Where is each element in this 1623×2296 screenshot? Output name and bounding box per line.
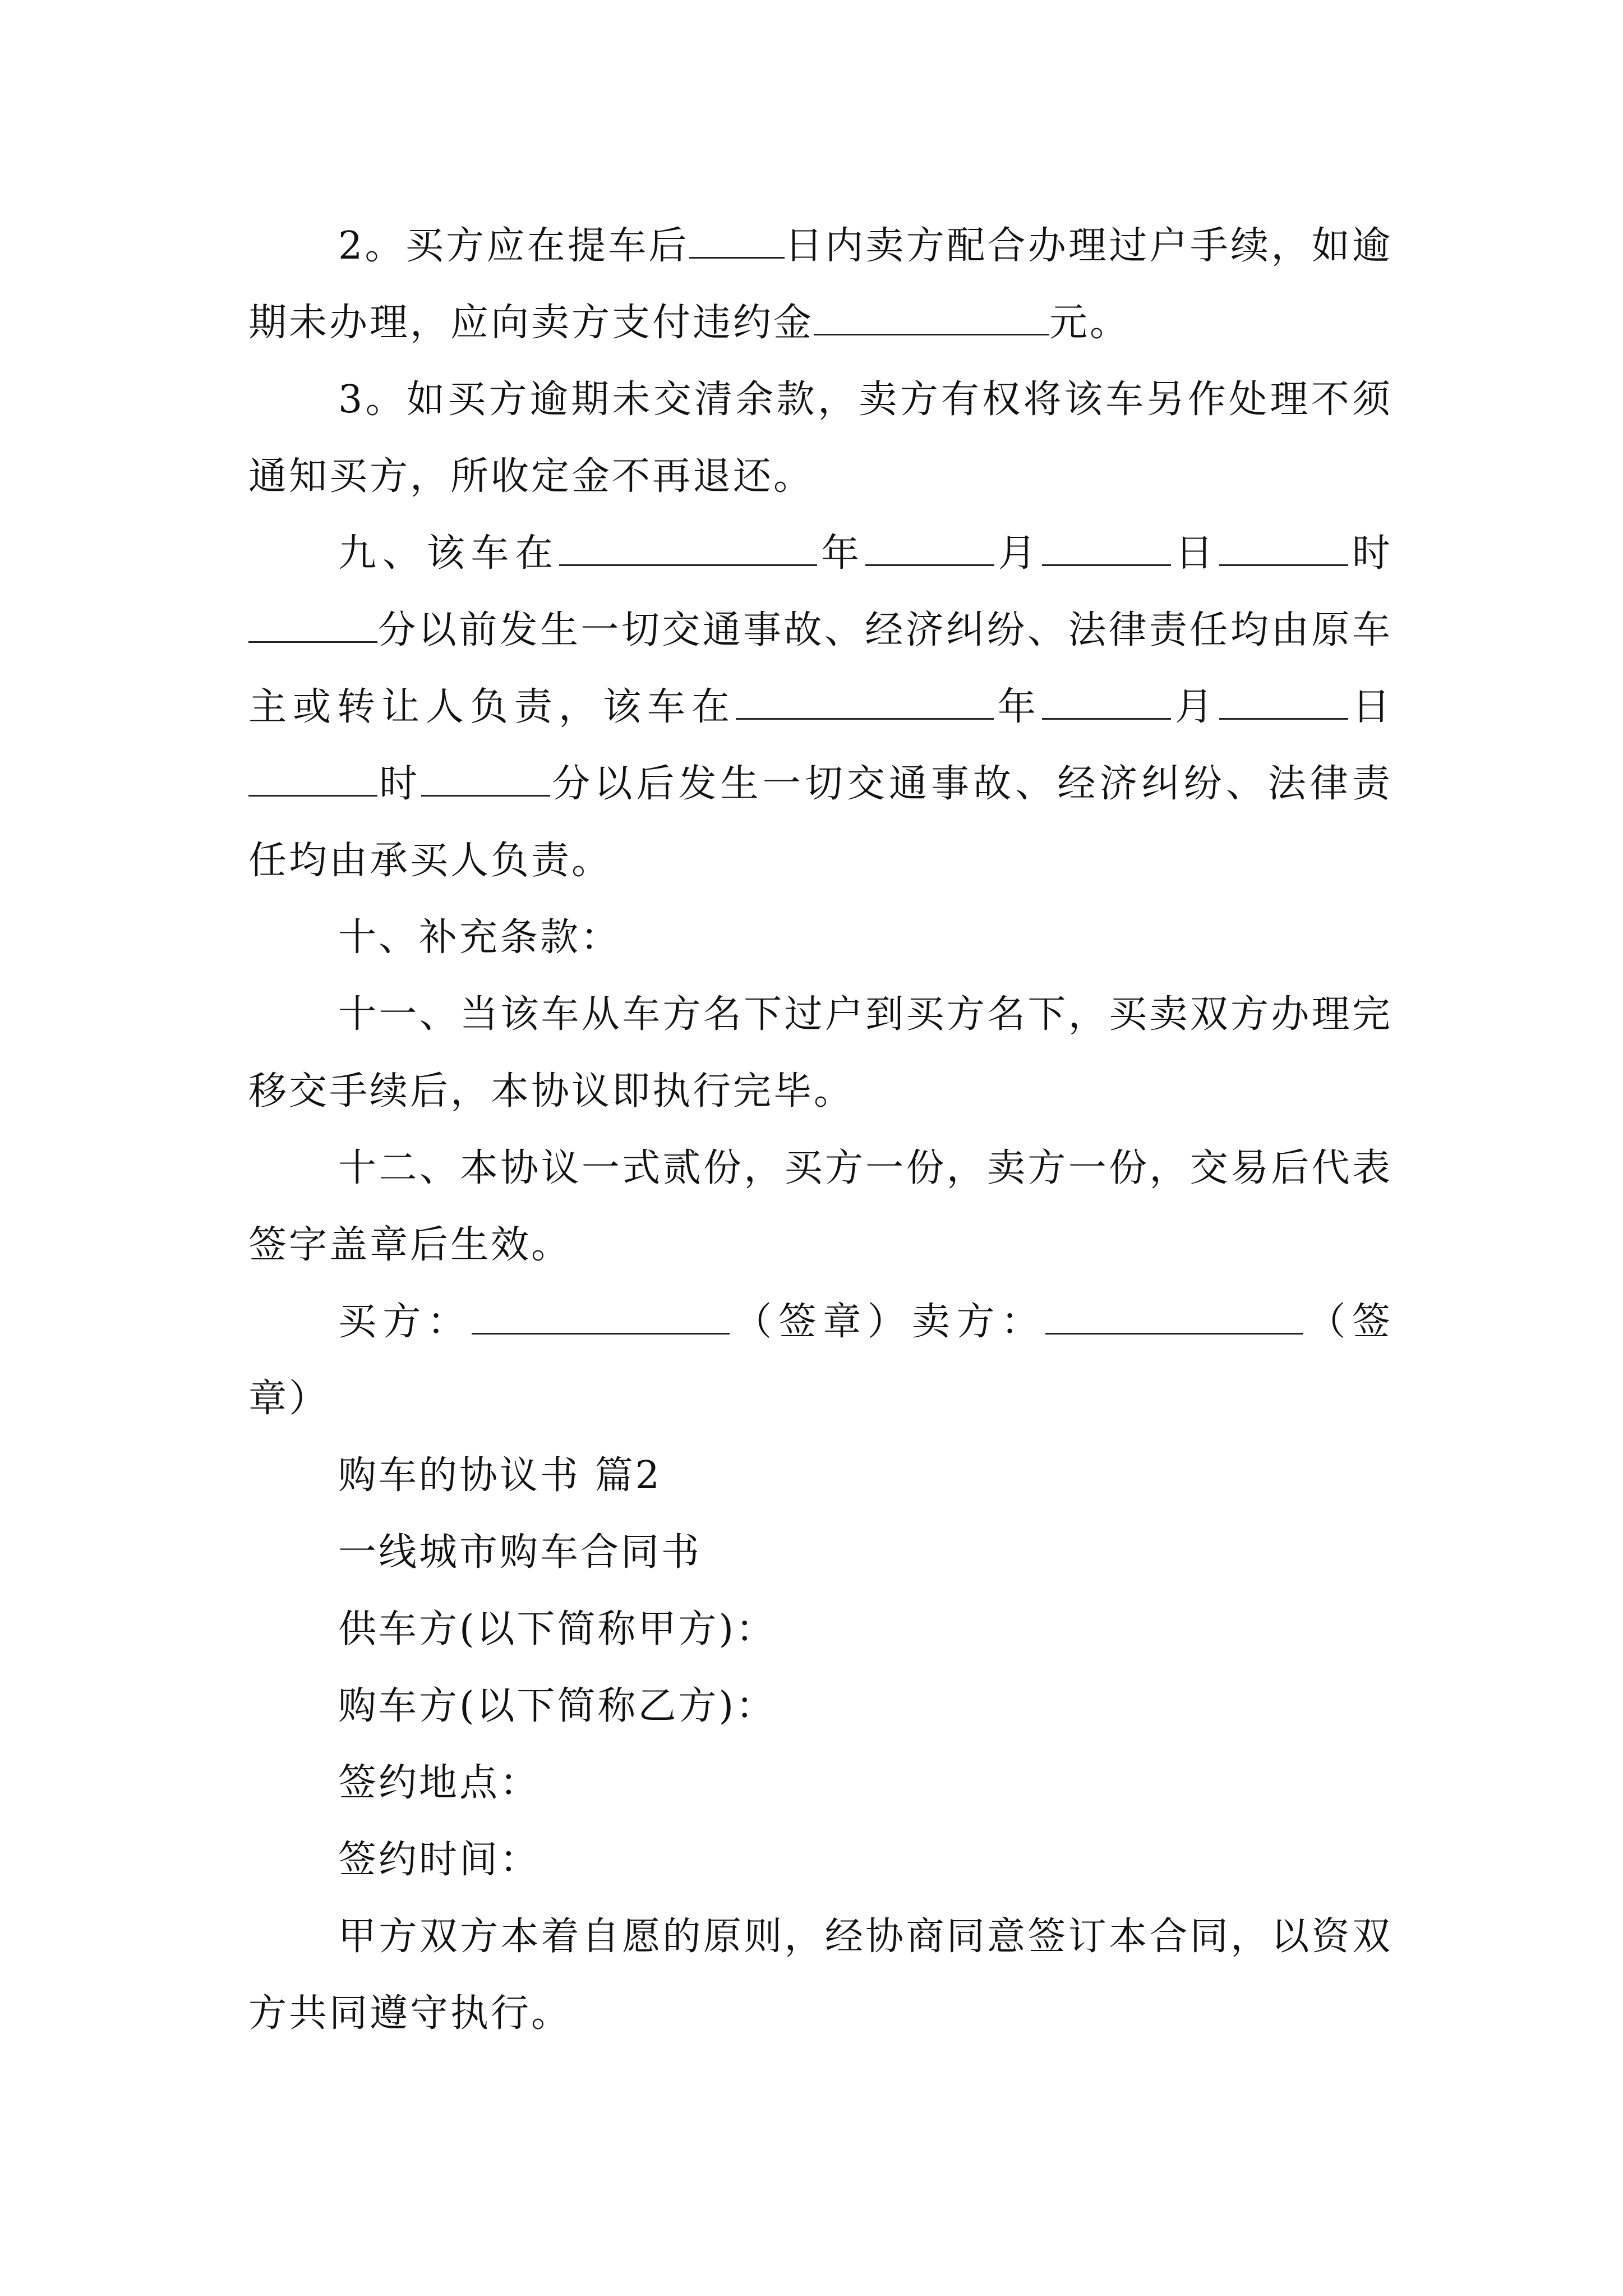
minute-blank <box>248 606 377 643</box>
supplier-line: 供车方(以下简称甲方)： <box>338 1607 777 1651</box>
clause-8-item-3: 3。如买方逾期未交清余款，卖方有权将该车另作处理不须通知买方，所收定金不再退还。 <box>248 378 1393 499</box>
clause-9 <box>248 515 1393 899</box>
buyer-label: 买方： <box>338 1300 472 1344</box>
document-body <box>248 208 1393 2052</box>
clause-8-item-2 <box>248 208 1393 361</box>
signing-time-line: 签约时间： <box>338 1838 541 1882</box>
clause-text: 元。 <box>1049 301 1131 345</box>
hour-blank <box>1219 530 1348 566</box>
day-blank <box>1042 530 1171 566</box>
month-blank <box>1042 683 1171 720</box>
seller-label: （签章）卖方： <box>730 1300 1046 1344</box>
year-blank <box>736 683 994 720</box>
clause-text: 分以前发生一切交通事故、经济纠纷、法律责任均由原车主或转让人负责，该车在 <box>248 608 1393 729</box>
seal-label: （签章） <box>248 1300 1393 1421</box>
seller-signature-blank <box>1045 1298 1303 1335</box>
clause-text: 日 <box>1171 531 1220 576</box>
clause-11: 十一、当该车从车方名下过户到买方名下，买卖双方办理完移交手续后，本协议即执行完毕。 <box>248 992 1393 1114</box>
clause-text: 时 <box>1348 531 1393 576</box>
month-blank <box>865 530 994 566</box>
clause-text: 九、该车在 <box>338 531 560 576</box>
clause-text: 日 <box>1348 685 1393 729</box>
signature-line <box>248 1283 1393 1437</box>
year-blank <box>559 530 817 566</box>
contract-title: 一线城市购车合同书 <box>338 1530 702 1575</box>
section-heading: 购车的协议书 篇2 <box>338 1453 662 1498</box>
clause-10: 十、补充条款： <box>338 915 621 960</box>
day-blank <box>1219 683 1348 720</box>
clause-text: 月 <box>994 531 1043 576</box>
clause-text: 时 <box>377 762 422 806</box>
hour-blank <box>248 760 377 797</box>
purchaser-line: 购车方(以下简称乙方)： <box>338 1684 777 1728</box>
minute-blank <box>421 760 550 797</box>
clause-text: 年 <box>993 685 1042 729</box>
buyer-signature-blank <box>472 1298 730 1335</box>
clause-12: 十二、本协议一式贰份，买方一份，卖方一份，交易后代表签字盖章后生效。 <box>248 1146 1393 1267</box>
penalty-amount-blank <box>814 299 1049 335</box>
preamble: 甲方双方本着自愿的原则，经协商同意签订本合同，以资双方共同遵守执行。 <box>248 1915 1393 2036</box>
clause-text: 年 <box>817 531 865 576</box>
clause-text: 月 <box>1170 685 1219 729</box>
clause-text: 日内卖方配合办理过户手续，如逾期未办理，应向卖方支付违约金 <box>248 224 1393 345</box>
days-blank <box>689 222 785 259</box>
signing-place-line: 签约地点： <box>338 1761 541 1805</box>
clause-text: 分以后发生一切交通事故、经济纠纷、法律责任均由承买人负责。 <box>248 762 1393 883</box>
clause-text: 2。买方应在提车后 <box>338 224 689 268</box>
